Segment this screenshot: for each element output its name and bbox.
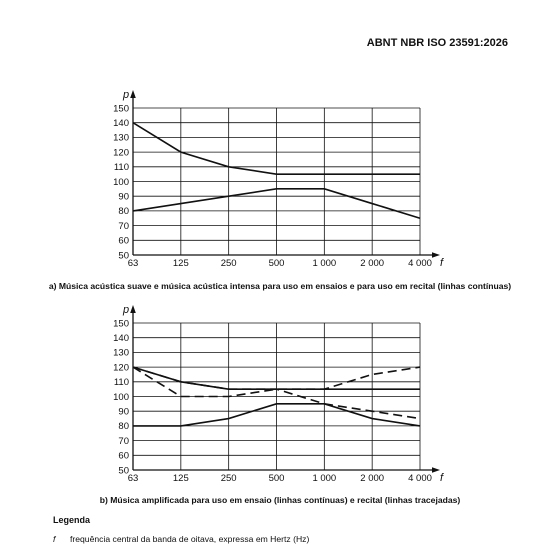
x-tick-label: 500 — [268, 473, 285, 484]
x-tick-label: 2 000 — [360, 258, 385, 269]
chart-b — [0, 300, 550, 490]
y-tick-label: 50 — [118, 250, 129, 262]
y-tick-label: 130 — [113, 347, 129, 359]
x-axis-label: f — [440, 257, 444, 269]
y-tick-label: 110 — [113, 377, 129, 389]
x-tick-label: 63 — [127, 473, 139, 484]
x-tick-label: 125 — [172, 258, 189, 269]
y-tick-label: 50 — [118, 465, 129, 477]
x-axis-label: f — [440, 472, 444, 484]
legend-text: frequência central da banda de oitava, expressa em Hertz (Hz) — [70, 534, 310, 544]
y-tick-label: 120 — [113, 147, 129, 159]
y-tick-label: 80 — [118, 421, 129, 433]
x-tick-label: 1 000 — [312, 258, 337, 269]
chart-a-caption: a) Música acústica suave e música acústica intensa para uso em ensaios e para uso em recital (linhas contínuas) — [48, 281, 512, 291]
x-tick-label: 1 000 — [312, 473, 337, 484]
x-tick-label: 2 000 — [360, 473, 385, 484]
x-tick-label: 500 — [268, 258, 285, 269]
legend-title: Legenda — [53, 515, 91, 525]
chart-b-caption: b) Música amplificada para uso em ensaio (linhas contínuas) e recital (linhas tracejadas) — [99, 495, 461, 505]
y-axis-arrow — [130, 90, 136, 98]
standard-code: ABNT NBR ISO 23591:2026 — [366, 37, 508, 49]
y-axis-label: p — [123, 89, 130, 101]
y-tick-label: 60 — [118, 450, 129, 462]
y-tick-label: 150 — [113, 103, 129, 115]
y-tick-label: 130 — [113, 132, 129, 144]
x-tick-label: 4 000 — [408, 473, 432, 484]
legend-symbol: f — [53, 534, 56, 544]
y-tick-label: 120 — [113, 362, 129, 374]
legend-item — [53, 534, 309, 544]
y-axis-arrow — [130, 305, 136, 313]
y-tick-label: 100 — [113, 176, 129, 188]
chart-a — [0, 85, 550, 275]
x-tick-label: 250 — [220, 473, 237, 484]
y-tick-label: 140 — [113, 118, 129, 129]
y-tick-label: 70 — [118, 220, 129, 232]
y-axis-label: p — [123, 304, 130, 316]
y-tick-label: 110 — [113, 162, 129, 174]
y-tick-label: 100 — [113, 391, 129, 403]
x-tick-label: 63 — [127, 258, 139, 269]
y-tick-label: 70 — [118, 435, 129, 447]
x-axis-arrow — [432, 252, 440, 258]
y-tick-label: 80 — [118, 206, 129, 218]
x-tick-label: 125 — [172, 473, 189, 484]
y-tick-label: 150 — [113, 318, 129, 330]
y-tick-label: 60 — [118, 235, 129, 247]
x-tick-label: 250 — [220, 258, 237, 269]
x-axis-arrow — [432, 467, 440, 473]
y-tick-label: 90 — [118, 406, 129, 418]
y-tick-label: 90 — [118, 191, 129, 203]
x-tick-label: 4 000 — [408, 258, 432, 269]
y-tick-label: 140 — [113, 333, 129, 344]
